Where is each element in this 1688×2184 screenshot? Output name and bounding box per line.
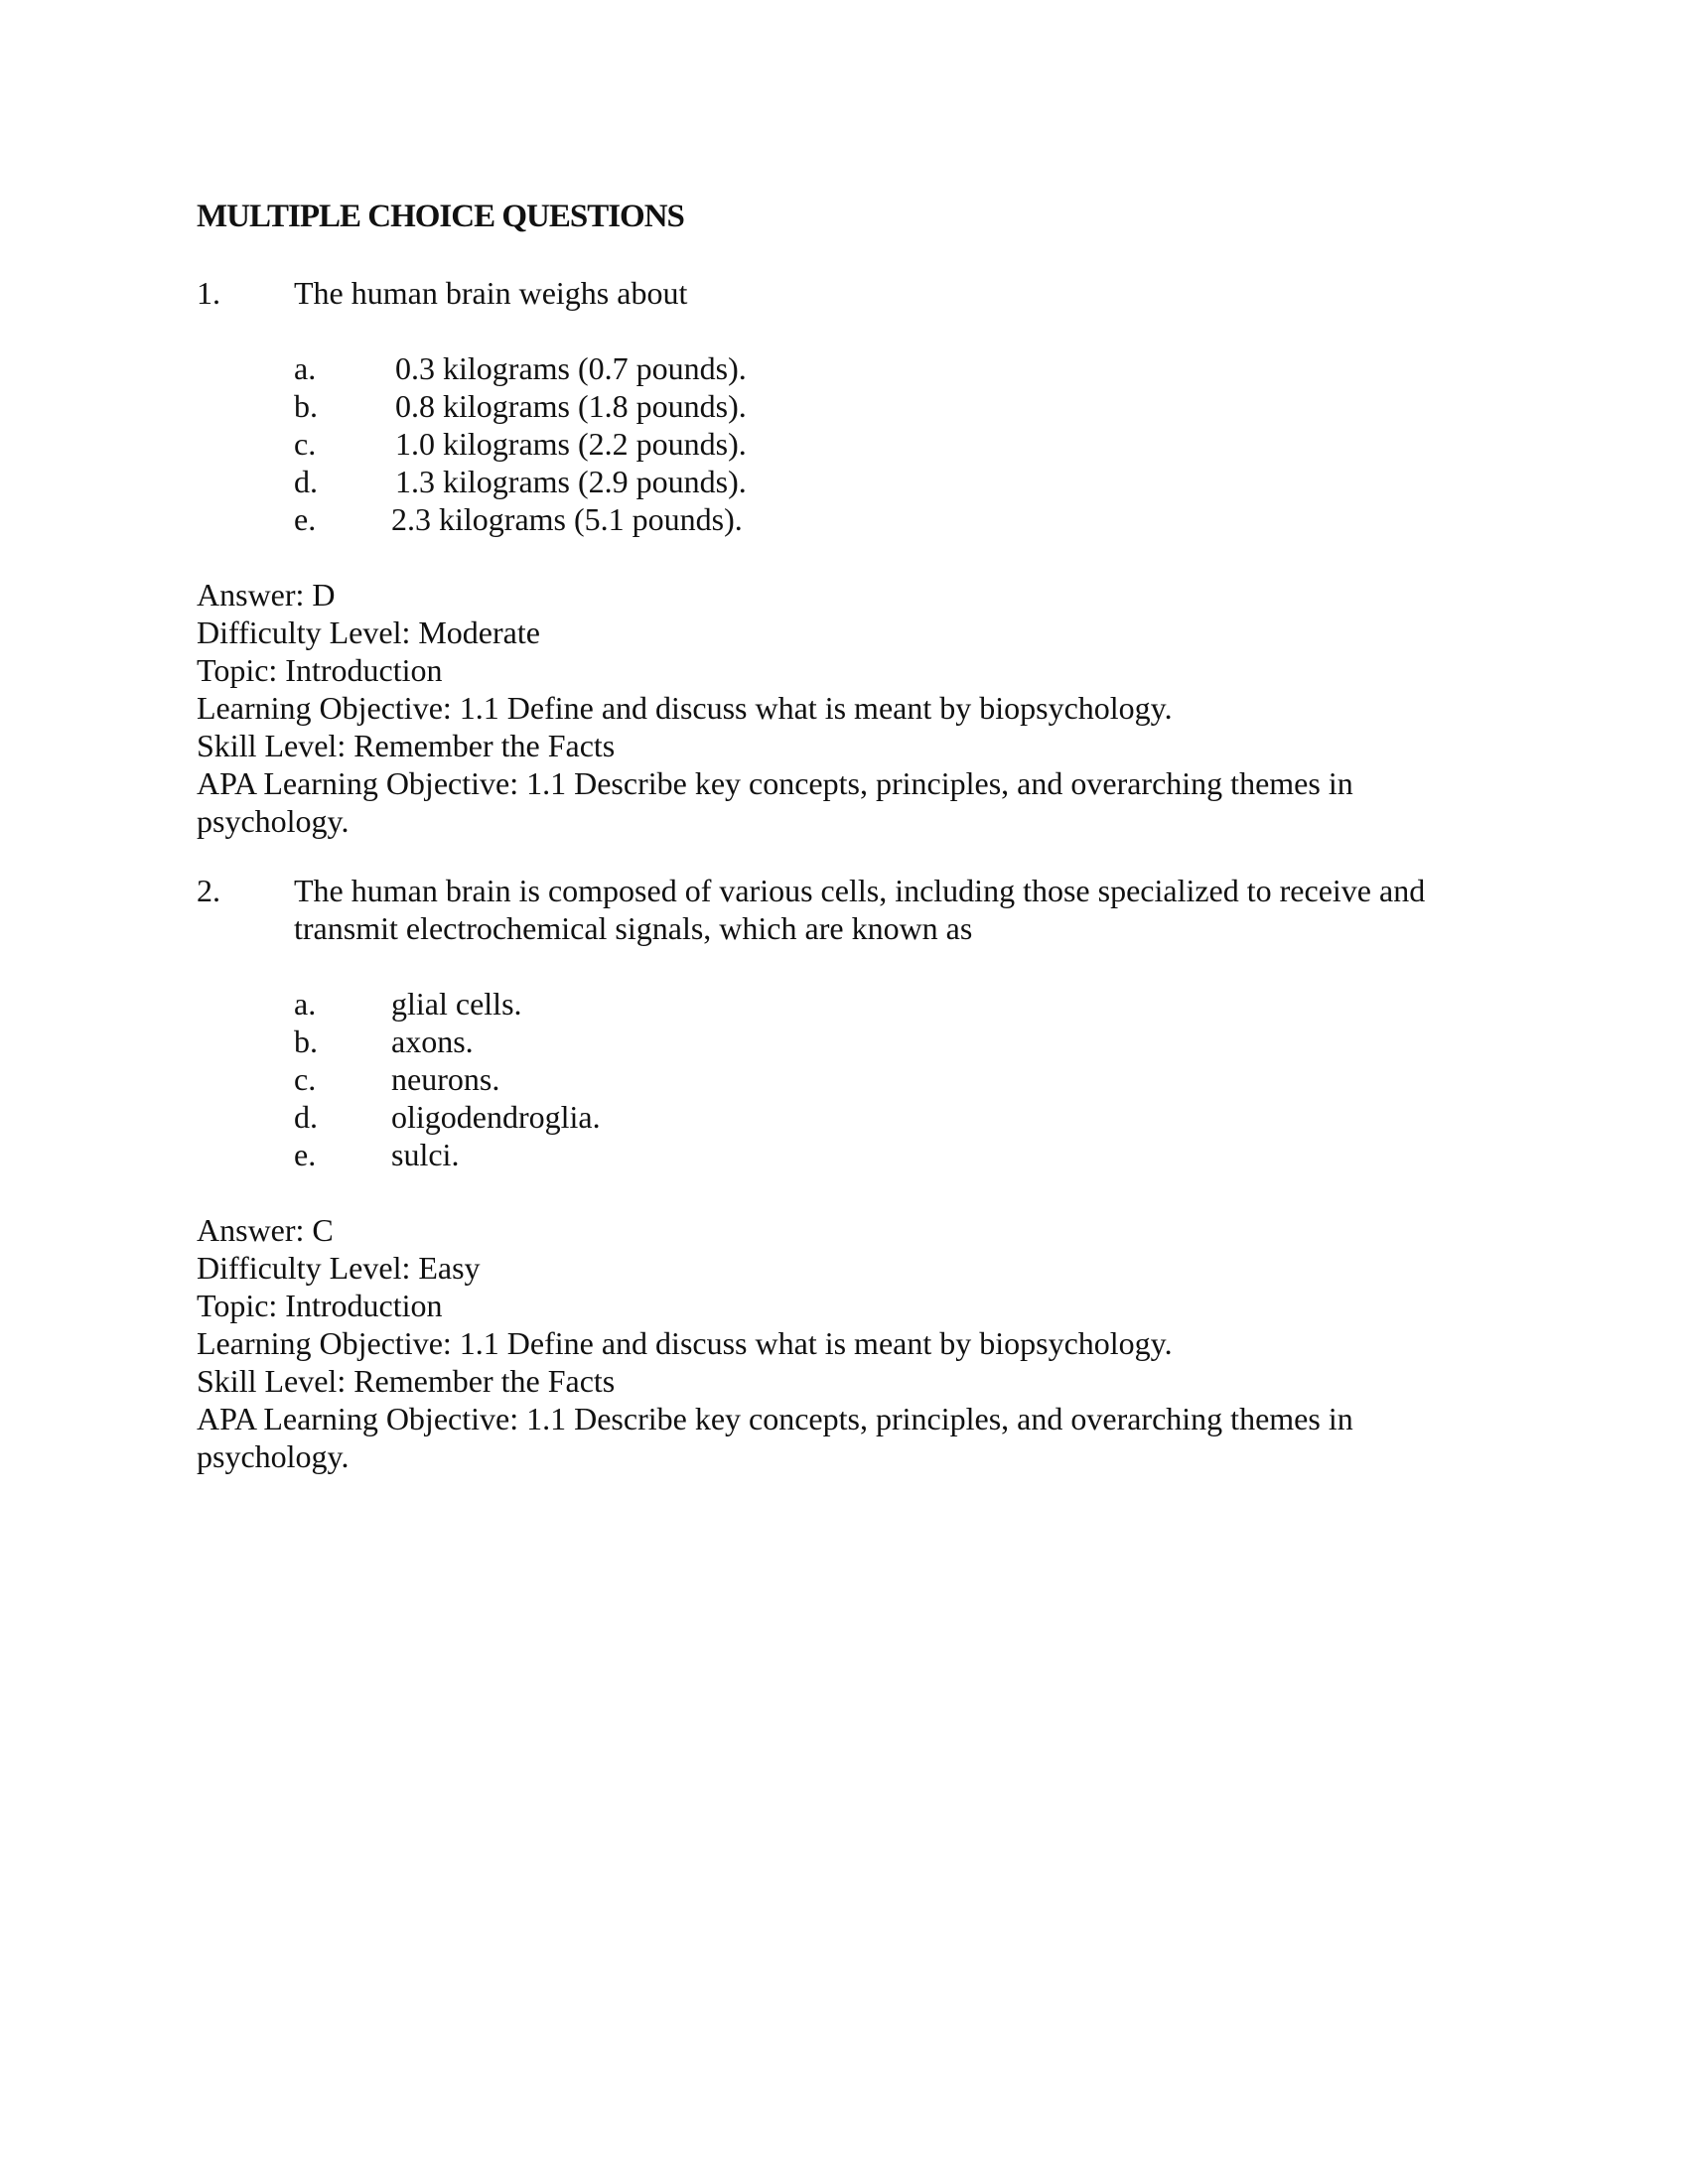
topic-line: Topic: Introduction <box>197 1288 443 1323</box>
option-a <box>197 985 1527 1023</box>
skill-level-line: Skill Level: Remember the Facts <box>197 728 616 763</box>
option-text: 2.3 kilograms (5.1 pounds). <box>391 501 743 537</box>
options-list <box>197 349 1527 538</box>
option-letter: b. <box>294 1024 318 1059</box>
option-text: 0.8 kilograms (1.8 pounds). <box>395 388 747 424</box>
option-text: sulci. <box>391 1137 460 1172</box>
option-letter: a. <box>294 986 317 1022</box>
option-d <box>197 1098 1527 1136</box>
option-text: 1.3 kilograms (2.9 pounds). <box>395 464 747 499</box>
question-stem <box>197 274 1527 312</box>
option-c <box>197 1060 1527 1098</box>
option-b <box>197 387 1527 425</box>
learning-objective-line: Learning Objective: 1.1 Define and discuss what is meant by biopsychology. <box>197 690 1173 726</box>
option-b <box>197 1023 1527 1060</box>
option-text: glial cells. <box>391 986 522 1022</box>
option-text: neurons. <box>391 1061 500 1097</box>
question-text: The human brain is composed of various cells, including those specialized to receive and transmit electrochemical signals, which are known as <box>294 873 1426 946</box>
option-e <box>197 1136 1527 1173</box>
answer-line: Answer: D <box>197 577 336 613</box>
option-c <box>197 425 1527 463</box>
option-text: oligodendroglia. <box>391 1099 601 1135</box>
skill-level-line: Skill Level: Remember the Facts <box>197 1363 616 1399</box>
option-letter: d. <box>294 464 318 499</box>
question-metadata <box>197 576 1527 840</box>
option-d <box>197 463 1527 500</box>
difficulty-line: Difficulty Level: Easy <box>197 1250 481 1286</box>
question-2 <box>197 872 1527 1475</box>
section-heading: MULTIPLE CHOICE QUESTIONS <box>197 199 684 234</box>
option-letter: a. <box>294 350 317 386</box>
option-text: axons. <box>391 1024 474 1059</box>
option-text: 1.0 kilograms (2.2 pounds). <box>395 426 747 462</box>
option-letter: e. <box>294 501 317 537</box>
option-letter: b. <box>294 388 318 424</box>
option-letter: c. <box>294 426 317 462</box>
difficulty-line: Difficulty Level: Moderate <box>197 614 540 650</box>
question-stem <box>197 872 1527 947</box>
learning-objective-line: Learning Objective: 1.1 Define and discuss what is meant by biopsychology. <box>197 1325 1173 1361</box>
topic-line: Topic: Introduction <box>197 652 443 688</box>
option-text: 0.3 kilograms (0.7 pounds). <box>395 350 747 386</box>
apa-objective-line: APA Learning Objective: 1.1 Describe key concepts, principles, and overarching themes in psychology. <box>197 1401 1353 1474</box>
answer-line: Answer: C <box>197 1212 334 1248</box>
question-number: 2. <box>197 873 220 908</box>
options-list <box>197 985 1527 1173</box>
question-1 <box>197 274 1527 840</box>
option-letter: d. <box>294 1099 318 1135</box>
option-e <box>197 500 1527 538</box>
question-text: The human brain weighs about <box>294 275 688 311</box>
question-metadata <box>197 1211 1527 1475</box>
question-number: 1. <box>197 275 220 311</box>
option-a <box>197 349 1527 387</box>
apa-objective-line: APA Learning Objective: 1.1 Describe key concepts, principles, and overarching themes in psychology. <box>197 765 1353 839</box>
option-letter: e. <box>294 1137 317 1172</box>
option-letter: c. <box>294 1061 317 1097</box>
